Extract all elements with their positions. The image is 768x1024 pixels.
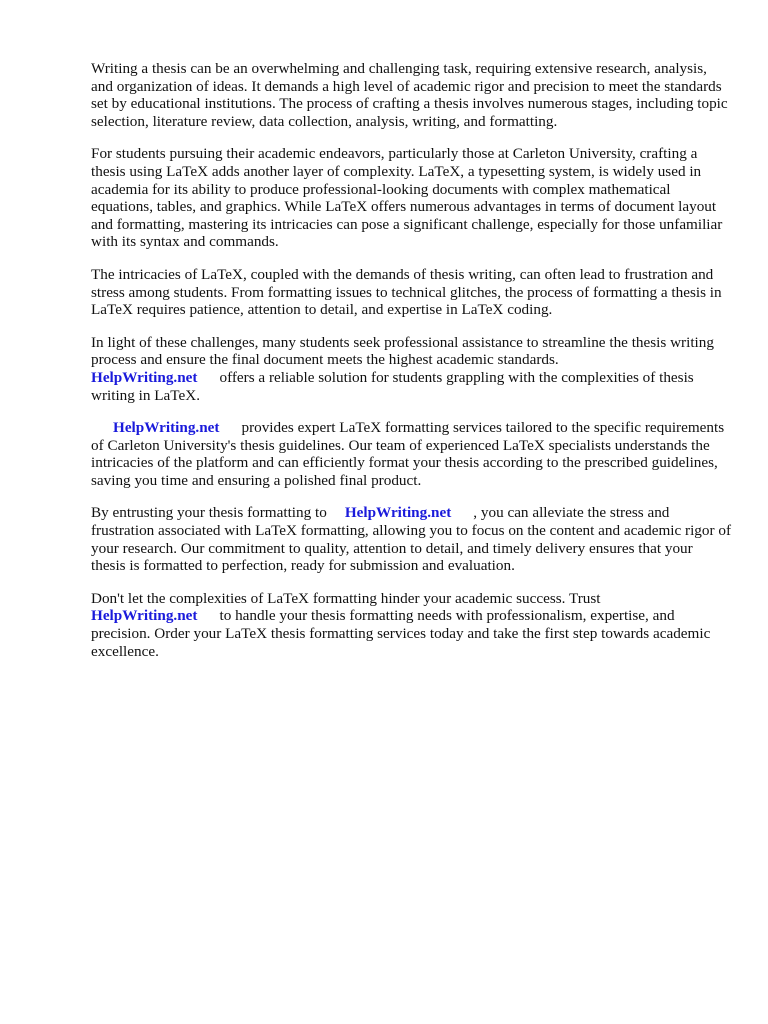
helpwriting-link[interactable]: HelpWriting.net	[113, 419, 220, 437]
helpwriting-link[interactable]: HelpWriting.net	[91, 368, 198, 386]
paragraph-7-text-after: to handle your thesis formatting needs with professionalism, expertise, and precision. Order your LaTeX thesis formatting services today and take the first step towards academic excellence.	[91, 607, 711, 660]
paragraph-4	[91, 334, 731, 404]
paragraph-1-text: Writing a thesis can be an overwhelming and challenging task, requiring extensive research, analysis, and organization of ideas. It demands a high level of academic rigor and precision to meet the standards set by educational institutions. The process of crafting a thesis involves numerous stages, including topic selection, literature review, data collection, analysis, writing, and formatting.	[91, 60, 728, 130]
paragraph-2	[91, 145, 731, 251]
paragraph-4-text-after: offers a reliable solution for students grappling with the complexities of thesis writing in LaTeX.	[91, 368, 694, 404]
paragraph-4-text-before: In light of these challenges, many students seek professional assistance to streamline the thesis writing process and ensure the final document meets the highest academic standards.	[91, 333, 714, 369]
paragraph-5-text-after: provides expert LaTeX formatting services tailored to the specific requirements of Carleton University's thesis guidelines. Our team of experienced LaTeX specialists understands the intricacies of the platform and can efficiently format your thesis according to the prescribed guidelines, saving you time and ensuring a polished final product.	[91, 419, 725, 489]
paragraph-3	[91, 266, 731, 319]
paragraph-6-text-after: , you can alleviate the stress and frustration associated with LaTeX formatting, allowing you to focus on the content and academic rigor of your research. Our commitment to quality, attention to detail, and timely delivery ensures that your thesis is formatted to perfection, ready for submission and evaluation.	[91, 504, 731, 575]
paragraph-6	[91, 504, 731, 574]
paragraph-7-text-before: Don't let the complexities of LaTeX formatting hinder your academic success. Trust	[91, 589, 601, 607]
helpwriting-link[interactable]: HelpWriting.net	[344, 504, 452, 522]
helpwriting-link[interactable]: HelpWriting.net	[91, 607, 198, 625]
paragraph-3-text: The intricacies of LaTeX, coupled with the demands of thesis writing, can often lead to frustration and stress among students. From formatting issues to technical glitches, the process of formatting a thesis in LaTeX requires patience, attention to detail, and expertise in LaTeX coding.	[91, 265, 722, 319]
paragraph-7	[91, 590, 731, 660]
paragraph-2-text: For students pursuing their academic endeavors, particularly those at Carleton University, crafting a thesis using LaTeX adds another layer of complexity. LaTeX, a typesetting system, is widely used in academia for its ability to produce professional-looking documents with complex mathematical equations, tables, and graphics. While LaTeX offers numerous advantages in terms of document layout and formatting, mastering its intricacies can pose a significant challenge, especially for those unfamiliar with its syntax and commands.	[91, 145, 723, 251]
paragraph-1	[91, 60, 731, 130]
paragraph-6-text-before: By entrusting your thesis formatting to	[91, 504, 327, 522]
document-page	[91, 60, 731, 675]
paragraph-5	[91, 419, 731, 489]
